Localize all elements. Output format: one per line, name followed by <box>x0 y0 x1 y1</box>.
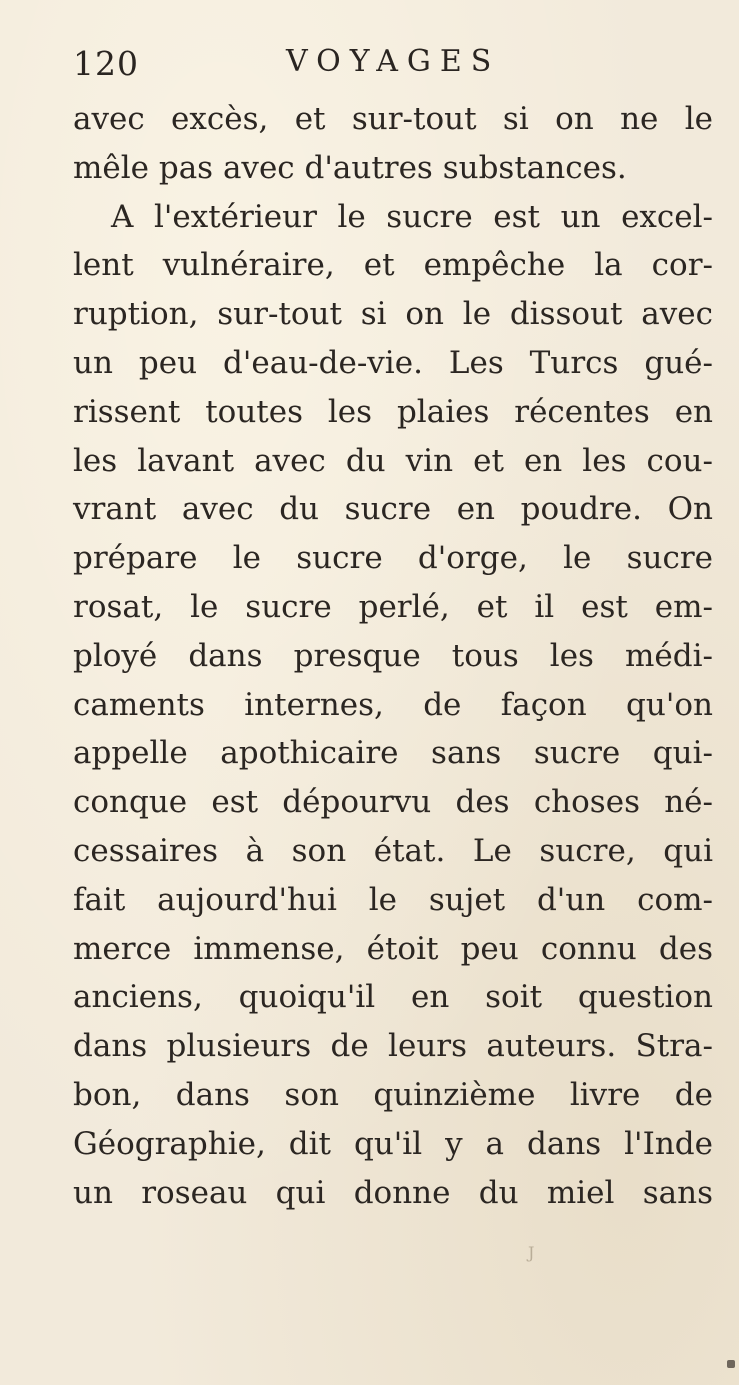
text-line: anciens, quoiqu'il en soit question <box>73 979 713 1016</box>
text-line: les lavant avec du vin et en les cou- <box>73 442 713 479</box>
text-line: prépare le sucre d'orge, le sucre <box>73 540 713 577</box>
text-line: rissent toutes les plaies récentes en <box>73 393 713 430</box>
paragraph-first-line: A l'extérieur le sucre est un excel- <box>111 198 713 235</box>
page-number: 120 <box>73 44 139 83</box>
text-line: ruption, sur-tout si on le dissout avec <box>73 296 713 333</box>
text-line: un peu d'eau-de-vie. Les Turcs gué- <box>73 344 713 381</box>
text-line: lent vulnéraire, et empêche la cor- <box>73 247 713 284</box>
text-line: avec excès, et sur-tout si on ne le <box>73 101 713 137</box>
text-line: un roseau qui donne du miel sans <box>73 1174 713 1211</box>
text-line: rosat, le sucre perlé, et il est em- <box>73 588 713 625</box>
text-line: ployé dans presque tous les médi- <box>73 637 713 674</box>
text-line: caments internes, de façon qu'on <box>73 686 713 723</box>
running-title: VOYAGES <box>286 44 501 79</box>
text-line: vrant avec du sucre en poudre. On <box>73 491 713 528</box>
text-line: merce immense, étoit peu connu des <box>73 930 713 967</box>
body-text <box>73 95 713 1217</box>
corner-blemish <box>727 1360 735 1368</box>
running-head <box>73 44 713 88</box>
text-line: conque est dépourvu des choses né- <box>73 784 713 821</box>
text-line: fait aujourd'hui le sujet d'un com- <box>73 881 713 918</box>
text-line: cessaires à son état. Le sucre, qui <box>73 832 713 869</box>
text-line: dans plusieurs de leurs auteurs. Stra- <box>73 1028 713 1065</box>
text-line: appelle apothicaire sans sucre qui- <box>73 735 713 772</box>
text-line: Géographie, dit qu'il y a dans l'Inde <box>73 1125 713 1162</box>
printer-mark: J <box>528 1243 535 1262</box>
text-line: mêle pas avec d'autres substances. <box>73 149 627 186</box>
text-line: bon, dans son quinzième livre de <box>73 1076 713 1113</box>
